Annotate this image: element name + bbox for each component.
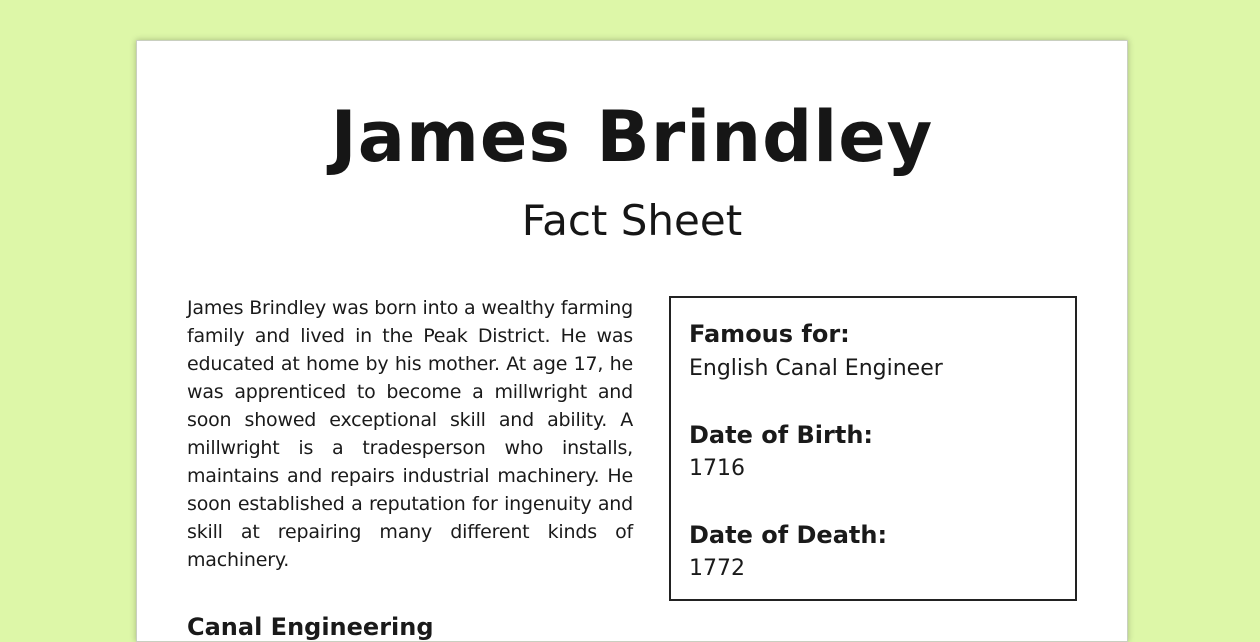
famous-for-label: Famous for: [689,320,850,348]
page-subtitle: Fact Sheet [521,196,743,245]
date-of-birth-value: 1716 [689,456,745,481]
famous-for-value: English Canal Engineer [689,356,943,381]
biography-paragraph: James Brindley was born into a wealthy farming family and lived in the Peak District. He was educated at home by his mother. At age 17, he was apprenticed to become a millwright and soon showed exceptional skill and ability. A millwright is a tradesperson who installs, maintains and repairs industrial machinery. He soon established a reputation for ingenuity and skill at repairing many different kinds of machinery. [187,297,633,571]
page-title: James Brindley [330,96,934,178]
key-facts-box [669,296,1077,601]
date-of-birth-label: Date of Birth: [689,421,874,449]
section-heading-canal-engineering: Canal Engineering [187,613,434,641]
fact-sheet-page [136,40,1128,642]
date-of-death-label: Date of Death: [689,521,888,549]
date-of-death-value: 1772 [689,556,745,581]
